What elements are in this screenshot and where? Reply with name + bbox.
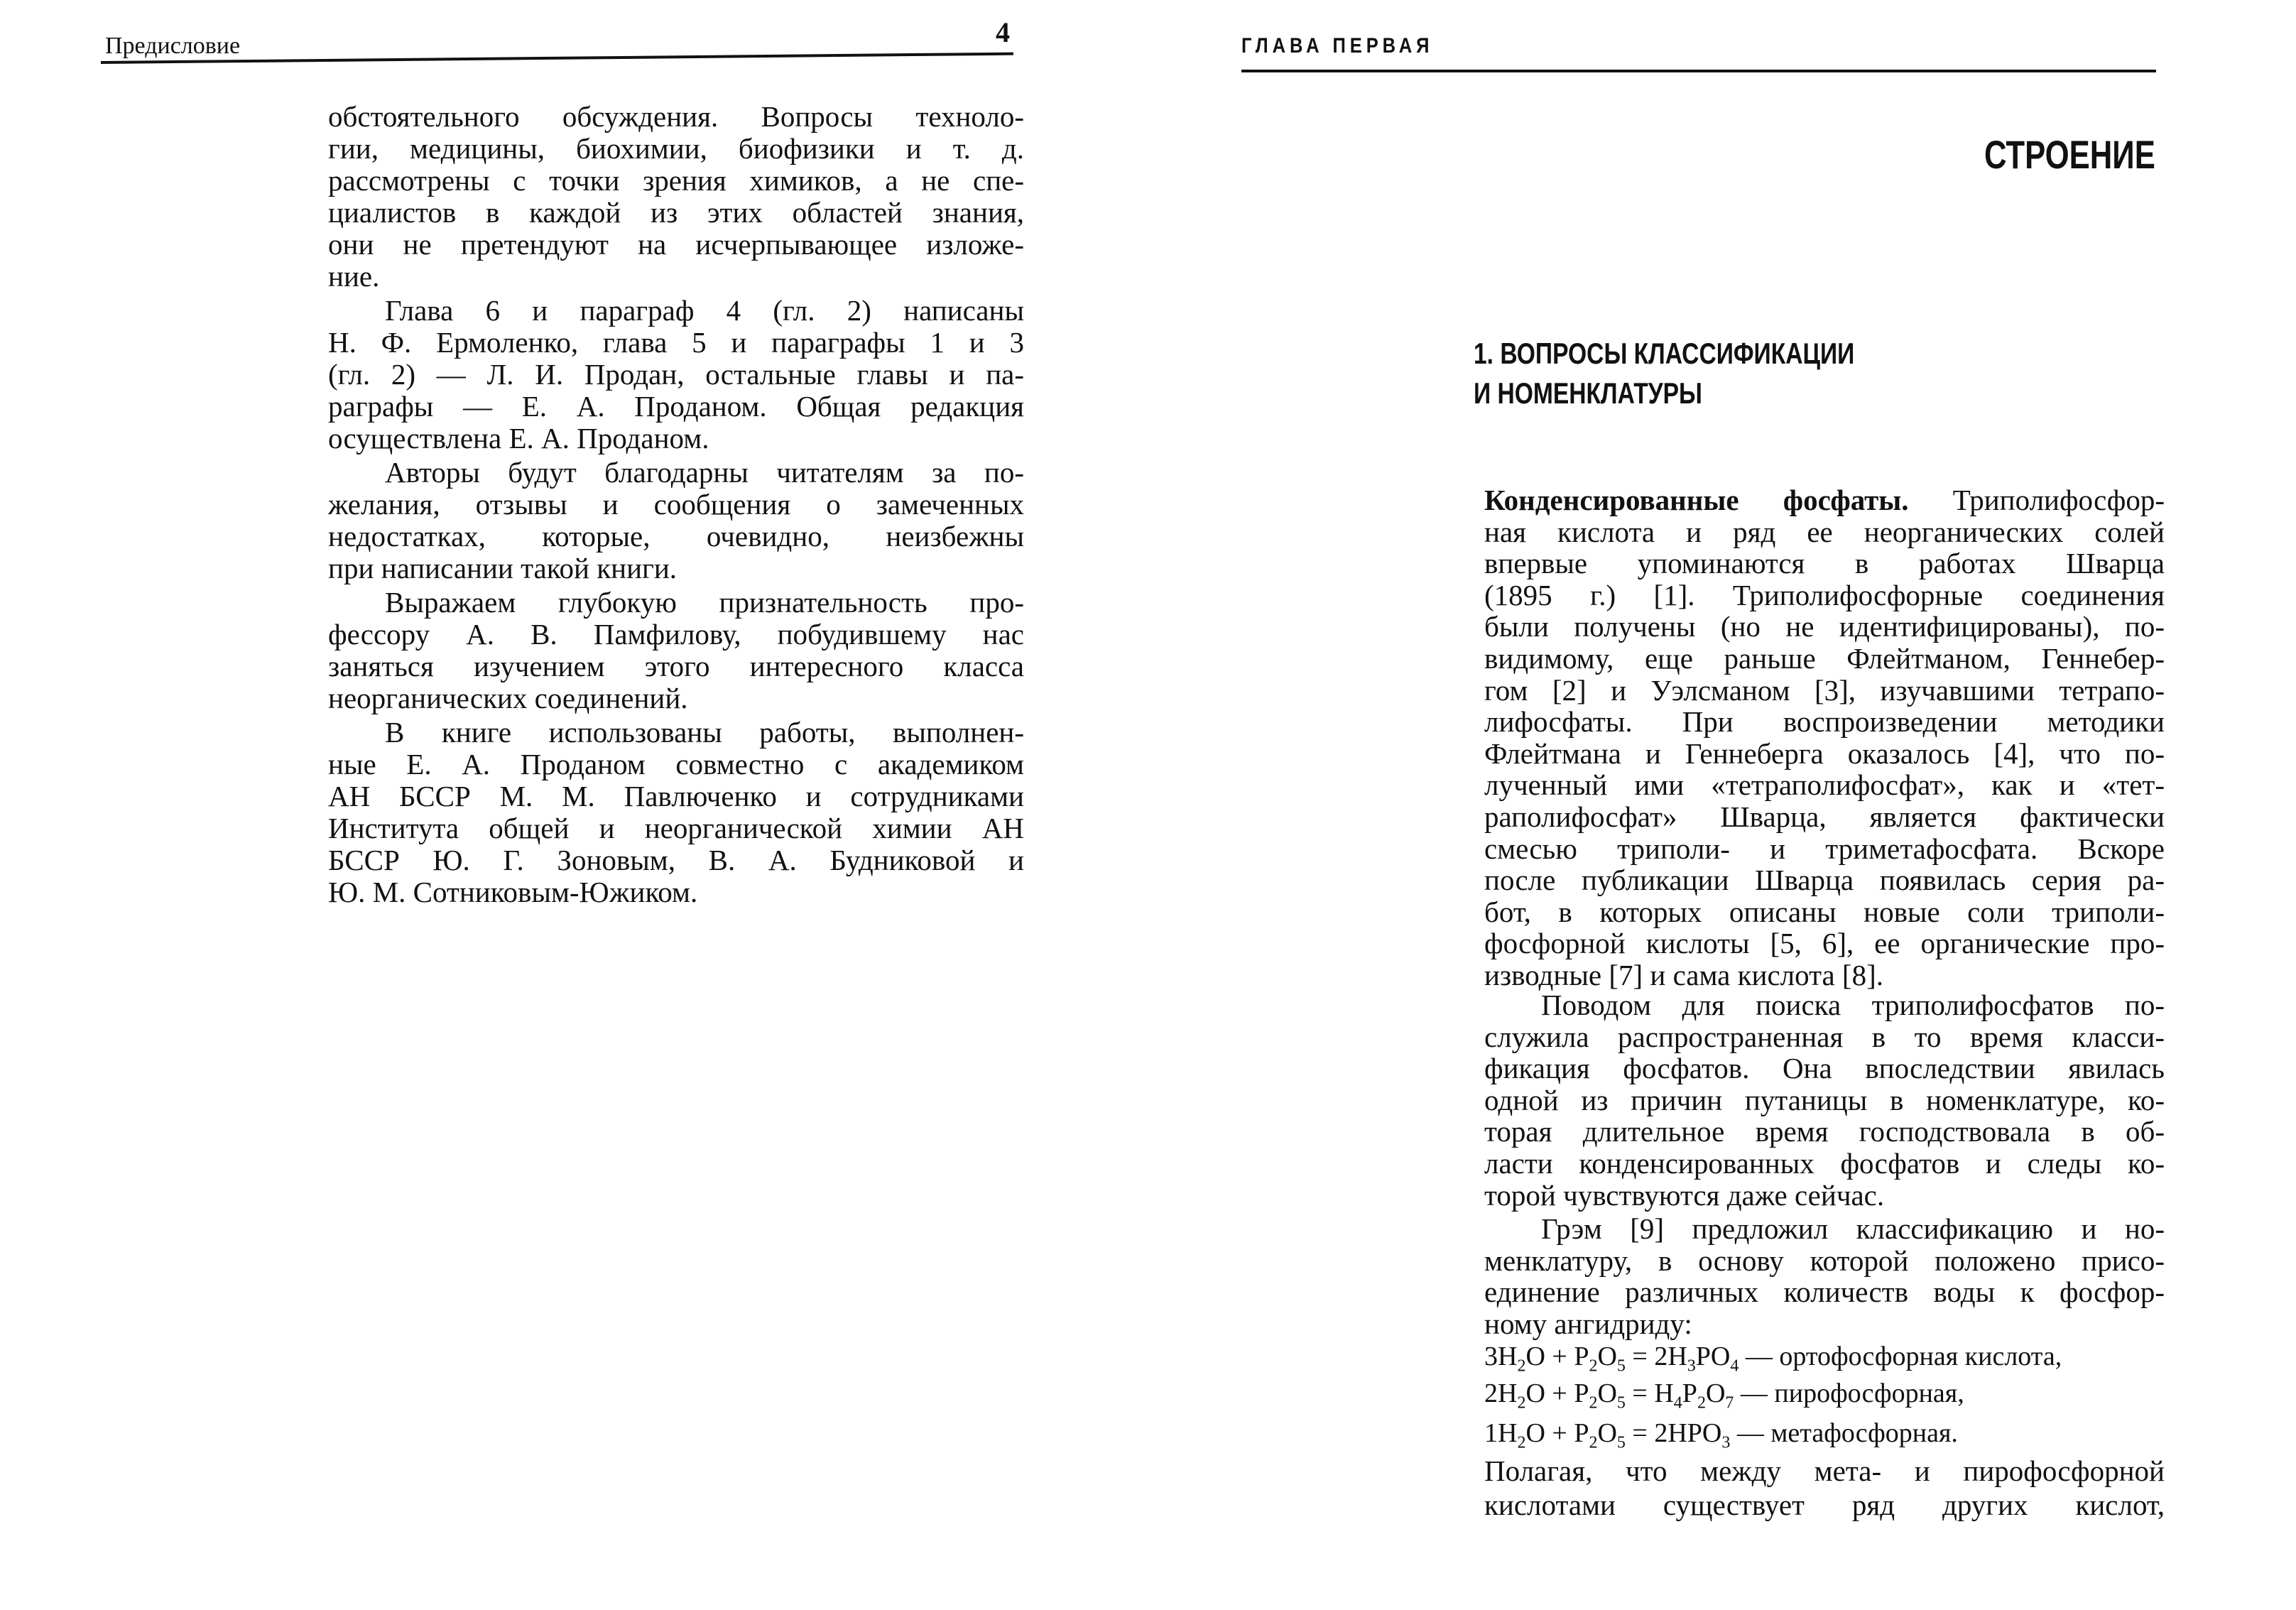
paragraph: [1484, 1213, 2165, 1339]
text-line: циалистов в каждой из этих областей знания,: [328, 196, 1024, 229]
chapter-title: СТРОЕНИЕ: [1984, 132, 2155, 177]
formula-part: PO: [1695, 1342, 1731, 1371]
paragraph: [328, 295, 1024, 455]
formula-part: O + P: [1525, 1342, 1589, 1371]
text-line-rest: Триполифосфор-: [1908, 484, 2165, 516]
text-line: рассмотрены с точки зрения химиков, а не спе-: [328, 164, 1024, 197]
formula-part: = H: [1625, 1378, 1674, 1408]
formula-part: = 2HPO: [1625, 1418, 1722, 1448]
formula-part: 3H: [1484, 1342, 1518, 1371]
text-line: неорганических соединений.: [328, 682, 688, 714]
subscript: 2: [1697, 1393, 1706, 1413]
formula-part: O + P: [1525, 1418, 1589, 1448]
text-line: (гл. 2) — Л. И. Продан, остальные главы и па-: [328, 358, 1024, 391]
text-line: Н. Ф. Ермоленко, глава 5 и параграфы 1 и 3: [328, 326, 1024, 359]
subscript: 4: [1730, 1356, 1739, 1376]
text-line: смесью триполи- и триметафосфата. Вскоре: [1484, 832, 2165, 865]
text-line: заняться изучением этого интересного класса: [328, 650, 1024, 682]
text-line: гом [2] и Уэлсманом [3], изучавшими тетрапо-: [1484, 673, 2165, 707]
closing-text: [1484, 1454, 2165, 1522]
text-line: лифосфаты. При воспроизведении методики: [1484, 705, 2165, 739]
text-line: ная кислота и ряд ее неорганических солей: [1484, 515, 2165, 548]
page-number: 4: [996, 16, 1010, 48]
text-line: торой чувствуются даже сейчас.: [1484, 1178, 1885, 1212]
text-line: Авторы будут благодарны читателям за по-: [385, 456, 1024, 489]
text-line: БССР Ю. Г. Зоновым, В. А. Будниковой и: [328, 844, 1024, 876]
text-line: раполифосфат» Шварца, является фактически: [1484, 800, 2165, 833]
text-line: осуществлена Е. А. Проданом.: [328, 422, 709, 455]
text-line: Грэм [9] предложил классификацию и но-: [1541, 1212, 2165, 1246]
text-line: торая длительное время господствовала в об-: [1484, 1115, 2165, 1148]
text-line: недостатках, которые, очевидно, неизбежны: [328, 520, 1024, 553]
text-line: после публикации Шварца появилась серия ра-: [1484, 864, 2165, 897]
paragraph: [328, 717, 1024, 908]
text-line: менклатуру, в основу которой положено присо-: [1484, 1244, 2165, 1277]
text-line: Полагая, что между мета- и пирофосфорной: [1484, 1454, 2165, 1487]
text-line: впервые упоминаются в работах Шварца: [1484, 547, 2165, 580]
text-line: изводные [7] и сама кислота [8].: [1484, 958, 1883, 991]
section-heading: [1474, 334, 1854, 413]
formula-part: 2H: [1484, 1378, 1518, 1408]
lead-in: Конденсированные фосфаты.: [1484, 484, 1909, 516]
text-line: Поводом для поиска триполифосфатов по-: [1541, 989, 2165, 1021]
formula-part: — метафосфорная.: [1730, 1418, 1958, 1448]
text-line: Ю. М. Сотниковым-Южиком.: [328, 876, 698, 908]
text-line: кислотами существует ряд других кислот,: [1484, 1489, 2165, 1521]
subscript: 2: [1517, 1356, 1526, 1376]
paragraph: [1484, 989, 2165, 1211]
text-line: бот, в которых описаны новые соли триполи-: [1484, 895, 2165, 928]
text-line: фикация фосфатов. Она впоследствии явилась: [1484, 1052, 2165, 1085]
text-line: Выражаем глубокую признательность про-: [385, 586, 1024, 619]
paragraph: [328, 457, 1024, 584]
text-line: одной из причин путаницы в номенклатуре, ко-: [1484, 1083, 2165, 1116]
text-line: Флейтмана и Геннеберга оказалось [4], что по-: [1484, 736, 2165, 770]
formula-part: — ортофосфорная кислота,: [1739, 1342, 2062, 1371]
text-line: служила распространенная в то время класси-: [1484, 1020, 2165, 1053]
running-head-left: Предисловие: [105, 33, 241, 59]
formula-part: O + P: [1525, 1378, 1589, 1408]
text-line: В книге использованы работы, выполнен-: [385, 716, 1024, 749]
text-line: [1484, 484, 2165, 516]
formula-part: O: [1597, 1378, 1617, 1408]
formula-part: = 2H: [1625, 1342, 1687, 1371]
text-line: видимому, еще раньше Флейтманом, Геннебер-: [1484, 641, 2165, 675]
formula-part: — пирофосфорная,: [1734, 1378, 1964, 1408]
text-line: желания, отзывы и сообщения о замеченных: [328, 488, 1024, 521]
chemical-equation: [1484, 1418, 1958, 1453]
text-line: ласти конденсированных фосфатов и следы ко-: [1484, 1146, 2165, 1180]
text-line: фосфорной кислоты [5, 6], ее органические про-: [1484, 927, 2165, 960]
text-line: ные Е. А. Проданом совместно с академиком: [328, 748, 1024, 780]
text-line: были получены (но не идентифицированы), по-: [1484, 610, 2165, 643]
subscript: 2: [1589, 1356, 1598, 1376]
subscript: 2: [1517, 1393, 1526, 1413]
text-line: Института общей и неорганической химии АН: [328, 812, 1024, 844]
subscript: 2: [1589, 1393, 1598, 1413]
subscript: 5: [1616, 1356, 1626, 1376]
text-line: ному ангидриду:: [1484, 1307, 1692, 1340]
text-line: единение различных количеств воды к фосфор-: [1484, 1276, 2165, 1309]
subscript: 4: [1673, 1393, 1682, 1413]
subscript: 2: [1517, 1433, 1526, 1452]
subscript: 7: [1725, 1393, 1734, 1413]
text-line: ние.: [328, 260, 380, 293]
text-line: раграфы — Е. А. Проданом. Общая редакция: [328, 390, 1024, 423]
subscript: 5: [1616, 1433, 1626, 1452]
subscript: 3: [1721, 1433, 1731, 1452]
subscript: 3: [1687, 1356, 1696, 1376]
formula-part: 1H: [1484, 1418, 1518, 1448]
paragraph: [328, 101, 1024, 293]
text-line: (1895 г.) [1]. Триполифосфорные соединения: [1484, 578, 2165, 611]
formula-part: P: [1682, 1378, 1697, 1408]
right-page-body: [1484, 989, 2165, 1342]
chapter-running-head: ГЛАВА ПЕРВАЯ: [1241, 34, 1434, 58]
formula-part: O: [1597, 1418, 1617, 1448]
text-line: АН БССР М. М. Павлюченко и сотрудниками: [328, 780, 1024, 812]
section-heading-line: И НОМЕНКЛАТУРЫ: [1474, 376, 1702, 410]
text-line: фессору А. В. Памфилову, побудившему нас: [328, 618, 1024, 651]
text-line: Глава 6 и параграф 4 (гл. 2) написаны: [385, 294, 1024, 327]
chemical-equation: [1484, 1378, 1964, 1413]
text-line: обстоятельного обсуждения. Вопросы техноло-: [328, 100, 1024, 133]
subscript: 5: [1616, 1393, 1626, 1413]
chemical-equation: [1484, 1341, 2062, 1376]
text-line: лученный ими «тетраполифосфат», как и «тет-: [1484, 768, 2165, 802]
text-line: они не претендуют на исчерпывающее изложе-: [328, 228, 1024, 261]
section-heading-line: 1. ВОПРОСЫ КЛАССИФИКАЦИИ: [1474, 337, 1855, 370]
left-page-body: [328, 101, 1024, 910]
text-line: гии, медицины, биохимии, биофизики и т. д.: [328, 132, 1024, 165]
formula-part: O: [1597, 1342, 1617, 1371]
subscript: 2: [1589, 1433, 1598, 1452]
header-rule-right: [1241, 70, 2156, 72]
paragraph: [328, 587, 1024, 714]
text-line: при написании такой книги.: [328, 552, 678, 584]
formula-part: O: [1705, 1378, 1726, 1408]
right-paragraph-1: [1484, 484, 2165, 991]
